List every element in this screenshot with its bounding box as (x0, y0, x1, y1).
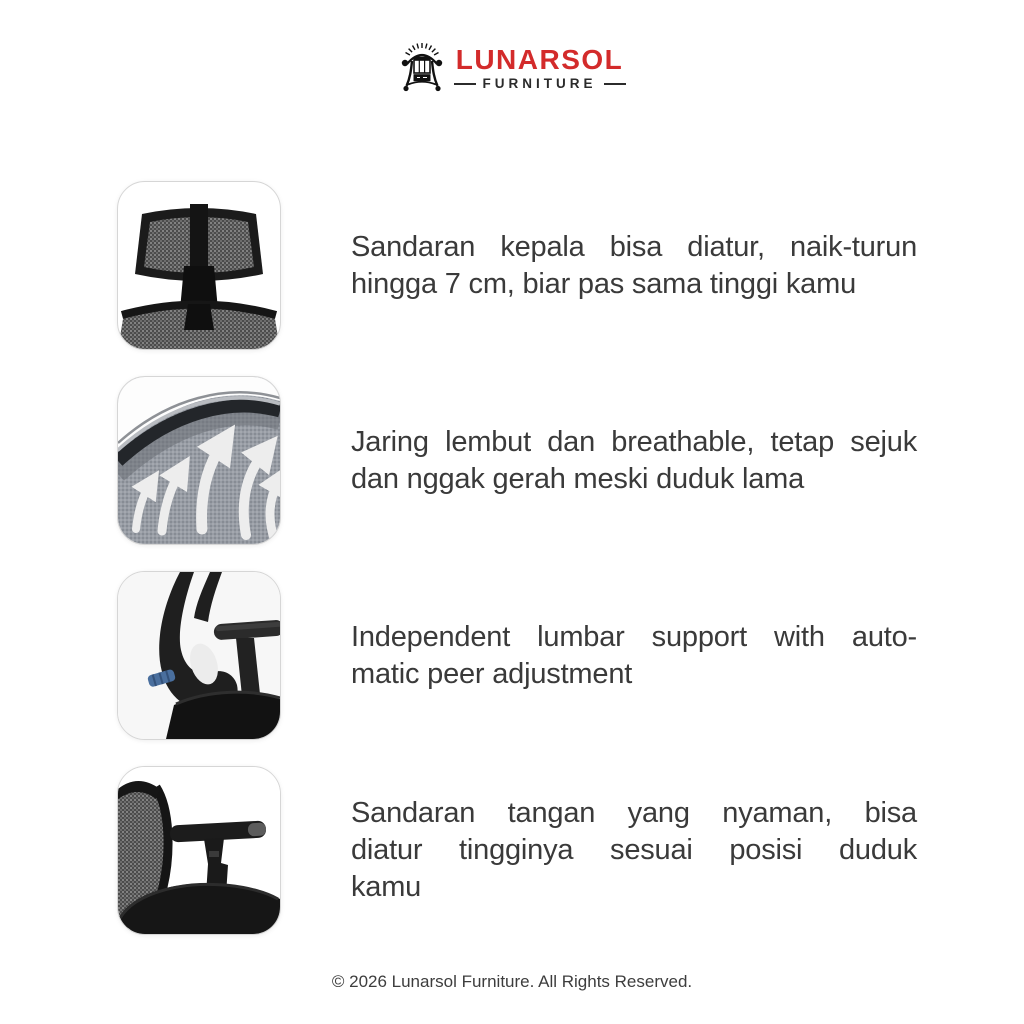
copyright-text: © 2026 Lunarsol Furniture. All Rights Reserved. (331, 972, 693, 991)
feature-line: dan nggak gerah meski duduk lama (351, 462, 805, 495)
brand-name: LUNARSOL (455, 44, 624, 75)
dash-right (604, 83, 626, 85)
feature-text-lumbar-support (351, 619, 917, 693)
feature-line: Independent lumbar support with auto- (351, 620, 917, 653)
brand-subtitle: FURNITURE (482, 76, 597, 91)
feature-text-headrest (351, 229, 917, 303)
dash-left (454, 83, 476, 85)
brand-logo-text (454, 45, 626, 91)
feature-list (117, 168, 917, 948)
feature-text-armrest (351, 795, 917, 906)
feature-line: diatur tingginya sesuai posisi duduk (351, 834, 917, 866)
feature-line: Sandaran tangan yang nyaman, bisa (351, 797, 917, 829)
lumbar-support-photo (117, 571, 281, 740)
feature-text-breathable-mesh (351, 424, 917, 498)
armrest-photo (117, 766, 281, 935)
headrest-photo (117, 181, 281, 350)
feature-line: kamu (351, 871, 422, 903)
feature-line: hingga 7 cm, biar pas sama tinggi kamu (351, 267, 856, 300)
feature-line: Jaring lembut dan breathable, tetap sejuk (351, 425, 917, 458)
feature-row-lumbar-support (117, 558, 917, 753)
brand-logo (0, 38, 1024, 98)
feature-line: matic peer adjustment (351, 657, 633, 690)
feature-row-armrest (117, 753, 917, 948)
feature-row-headrest (117, 168, 917, 363)
breathable-mesh-photo (117, 376, 281, 545)
brand-subtitle-row (454, 76, 626, 91)
feature-line: Sandaran kepala bisa diatur, naik-turun (351, 230, 917, 263)
feature-row-breathable-mesh (117, 363, 917, 558)
chair-logo-icon (399, 38, 445, 98)
